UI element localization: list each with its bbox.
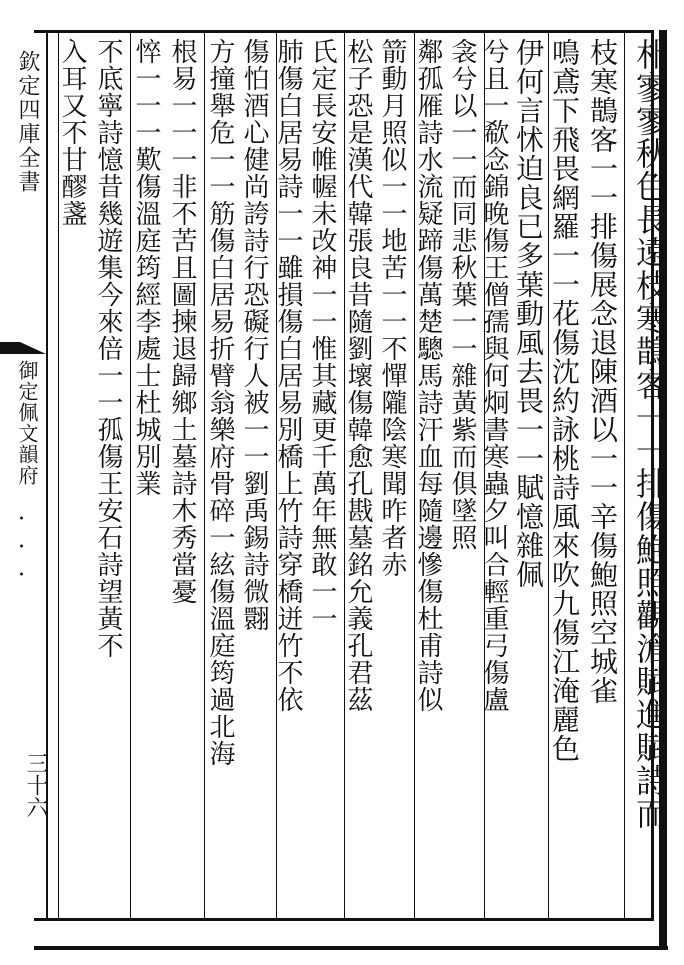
text-column: 箭動月照似一一地苦一一不憚隴陰寒聞昨者赤 xyxy=(377,38,407,578)
volume-title: 御定佩文韻府 xyxy=(15,360,39,486)
bottom-edge xyxy=(34,946,668,950)
text-column: 不底寧詩憶昔幾遊集今來倍一一孤傷王安石詩望黃不 xyxy=(93,38,123,659)
bottom-border xyxy=(34,918,654,921)
page-number: 三十六 xyxy=(23,752,48,818)
text-column: 入耳又不甘醪盞 xyxy=(57,38,87,227)
text-column: 悴一一一歎傷溫庭筠經李處士杜城別業 xyxy=(131,38,161,497)
text-column: 鳴鳶下飛畏網羅一一花傷沈約詠桃詩風來吹九傷江淹麗色 xyxy=(548,38,581,763)
text-column: 松子恐是漢代韓張良昔隨劉壞傷韓愈孔戡墓銘允義孔君茲 xyxy=(343,38,373,713)
margin-dots: ・・・ xyxy=(11,510,30,594)
text-column: 氏定長安帷幄未改神一一惟其藏更千萬年無敢一一 xyxy=(307,38,337,632)
text-column: 朴寥寥秋色長遠枝寒鵲客一一排傷鮑照觀滄賦進賦詩而 xyxy=(631,38,669,830)
text-column: 衾兮以一一而同悲秋葉一一雜黃紫而俱墜照 xyxy=(447,38,477,551)
text-column: 肺傷白居易詩一一雖損傷白居易別橋上竹詩穿橋迸竹不依 xyxy=(273,38,303,713)
text-column: 兮且一欷念錦晚傷王僧孺與何炯書寒蟲夕叫合輕重弓傷盧 xyxy=(479,38,509,713)
page-margin xyxy=(0,40,46,940)
text-column: 伊何言怵迫良已多葉動風去畏一一賦憶雜佩 xyxy=(512,38,545,589)
text-column: 枝寒鵲客一一排傷展念退陳酒以一一辛傷鮑照空城雀 xyxy=(586,38,619,705)
text-column: 傷怕酒心健尚誇詩行恐礙行人被一一劉禹錫詩微翾 xyxy=(239,38,269,632)
book-title: 欽定四庫全書 xyxy=(15,50,40,194)
text-column: 方撞舉危一一筋傷白居易折臂翁樂府骨碎一絃傷溫庭筠過北海 xyxy=(205,38,235,767)
column-separator xyxy=(624,33,625,918)
fish-tail-notch xyxy=(20,342,46,354)
text-column: 根易一一一非不苦且圖揀退歸鄉土墓詩木秀當憂 xyxy=(167,38,197,605)
text-column: 鄰孤雁詩水流疑蹄傷萬楚驄馬詩汗血每隨邊慘傷杜甫詩似 xyxy=(413,38,443,713)
